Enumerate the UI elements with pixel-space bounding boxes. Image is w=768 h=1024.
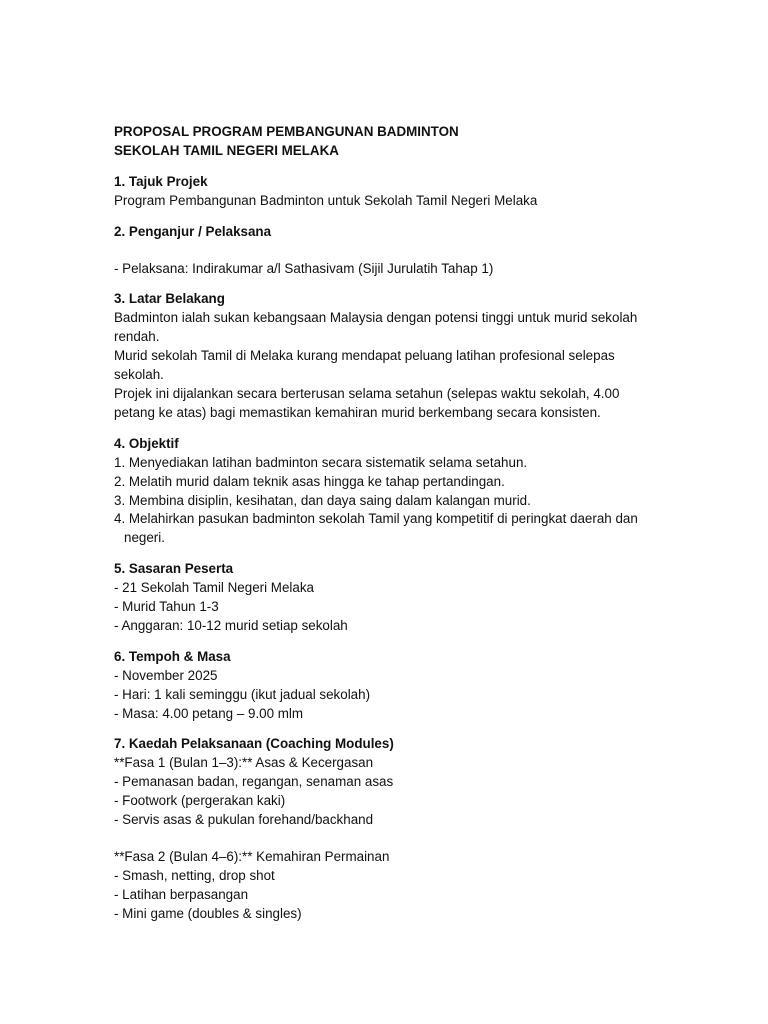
section-kaedah	[114, 735, 664, 923]
section-sasaran	[114, 560, 664, 636]
list-item: - 21 Sekolah Tamil Negeri Melaka	[114, 580, 314, 596]
section-body: - Pelaksana: Indirakumar a/l Sathasivam (Sijil Jurulatih Tahap 1)	[114, 260, 494, 276]
list-item: - Smash, netting, drop shot	[114, 867, 275, 883]
list-item: - Mini game (doubles & singles)	[114, 905, 302, 921]
section-heading: 4. Objektif	[114, 435, 179, 451]
list-item: 3. Membina disiplin, kesihatan, dan daya saing dalam kalangan murid.	[114, 492, 531, 508]
section-tajuk	[114, 173, 664, 211]
section-body: Program Pembangunan Badminton untuk Sekolah Tamil Negeri Melaka	[114, 192, 538, 208]
section-heading: 1. Tajuk Projek	[114, 173, 208, 189]
list-item: - Murid Tahun 1-3	[114, 599, 219, 615]
section-tempoh	[114, 648, 664, 724]
document-content	[114, 123, 664, 924]
blank-line	[114, 830, 664, 848]
section-objektif	[114, 435, 664, 548]
list-item: - Footwork (pergerakan kaki)	[114, 793, 286, 809]
paragraph: Murid sekolah Tamil di Melaka kurang mendapat peluang latihan profesional selepas sekolah.	[114, 348, 615, 383]
section-heading: 3. Latar Belakang	[114, 291, 225, 307]
title-line-1: PROPOSAL PROGRAM PEMBANGUNAN BADMINTON	[114, 124, 459, 139]
blank-line	[114, 242, 664, 260]
section-heading: 5. Sasaran Peserta	[114, 561, 234, 577]
title-line-2: SEKOLAH TAMIL NEGERI MELAKA	[114, 142, 339, 158]
list-item: 2. Melatih murid dalam teknik asas hingga ke tahap pertandingan.	[114, 473, 505, 489]
section-heading: 6. Tempoh & Masa	[114, 648, 231, 664]
paragraph: Badminton ialah sukan kebangsaan Malaysia dengan potensi tinggi untuk murid sekolah rendah.	[114, 310, 638, 345]
document-title	[114, 123, 664, 161]
section-heading: 2. Penganjur / Pelaksana	[114, 223, 272, 239]
list-item: - Anggaran: 10-12 murid setiap sekolah	[114, 617, 348, 633]
list-item: - Servis asas & pukulan forehand/backhand	[114, 812, 374, 828]
section-penganjur	[114, 223, 664, 279]
list-item: - Pemanasan badan, regangan, senaman asas	[114, 774, 394, 790]
section-heading: 7. Kaedah Pelaksanaan (Coaching Modules)	[114, 736, 394, 752]
list-item: - Masa: 4.00 petang – 9.00 mlm	[114, 705, 304, 721]
paragraph: Projek ini dijalankan secara berterusan selama setahun (selepas waktu sekolah, 4.00 petang ke atas) bagi memastikan kemahiran murid berkembang secara konsisten.	[114, 385, 620, 420]
list-item: 4. Melahirkan pasukan badminton sekolah Tamil yang kompetitif di peringkat daerah dan negeri.	[114, 511, 638, 546]
phase-title: **Fasa 2 (Bulan 4–6):** Kemahiran Permainan	[114, 849, 390, 864]
section-latar	[114, 290, 664, 422]
list-item: - November 2025	[114, 667, 218, 683]
list-item: - Hari: 1 kali seminggu (ikut jadual sekolah)	[114, 686, 371, 702]
list-item: - Latihan berpasangan	[114, 886, 249, 902]
list-item: 1. Menyediakan latihan badminton secara sistematik selama setahun.	[114, 454, 528, 470]
phase-title: **Fasa 1 (Bulan 1–3):** Asas & Kecergasan	[114, 755, 374, 771]
